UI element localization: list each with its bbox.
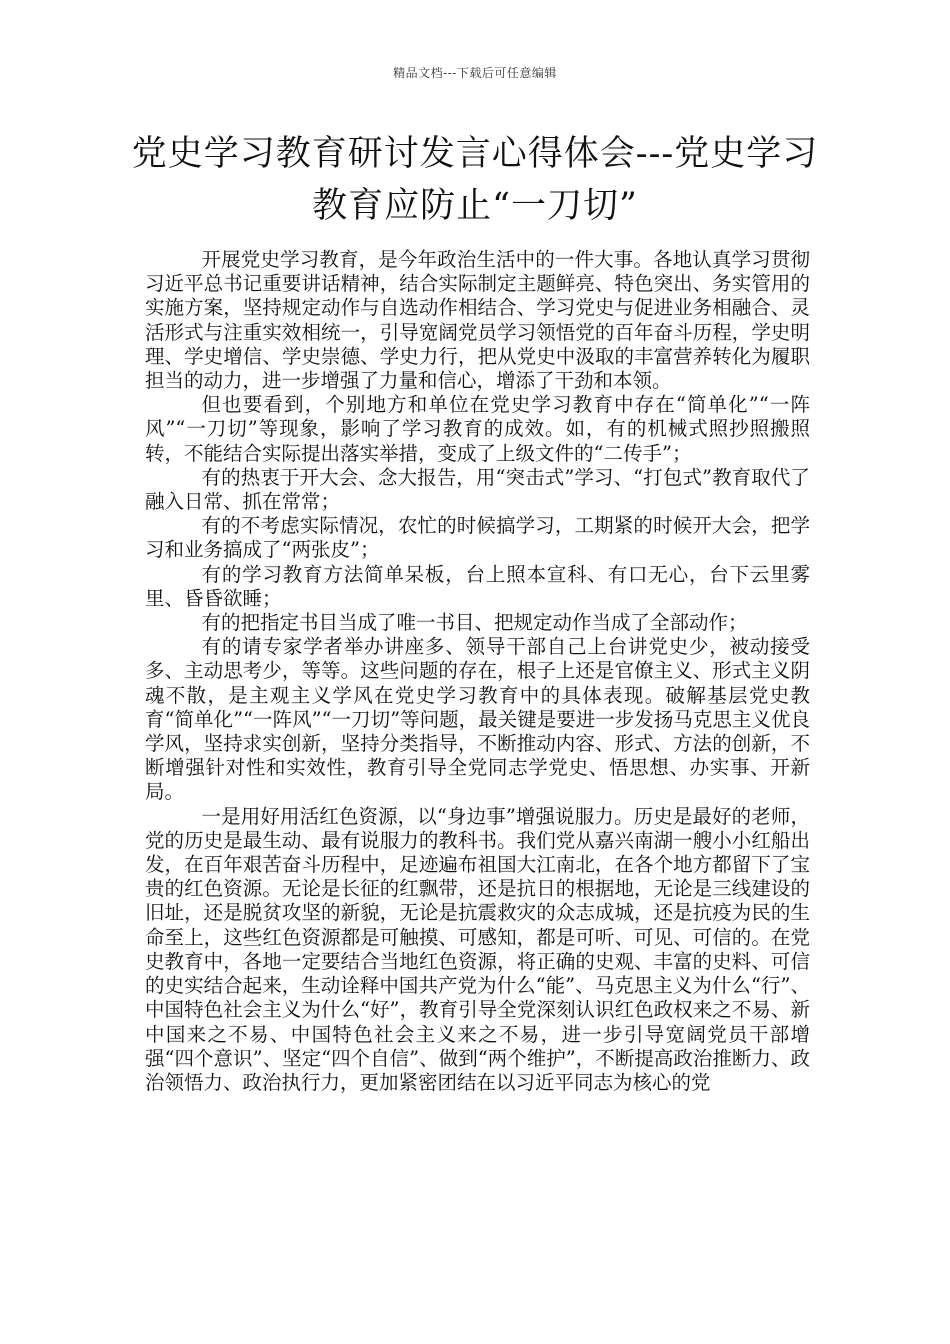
paragraph: 有的请专家学者举办讲座多、领导干部自己上台讲党史少，被动接受多、主动思考少，等等。这些问题的存在，根子上还是官僚主义、形式主义阴魂不散，是主观主义学风在党史学习教育中的具体表现。破解基层党史教育“简单化”“一阵风”“一刀切”等问题，最关键是要进一步发扬马克思主义优良学风，坚持求实创新，坚持分类指导，不断推动内容、形式、方法的创新，不断增强针对性和实效性，教育引导全党同志学党史、悟思想、办实事、开新局。 <box>145 635 810 804</box>
page-header-note: 精品文档---下载后可任意编辑 <box>393 66 557 80</box>
paragraph: 有的热衷于开大会、念大报告，用“突击式”学习、“打包式”教育取代了融入日常、抓在常常； <box>145 465 810 514</box>
paragraph: 有的不考虑实际情况，农忙的时候搞学习，工期紧的时候开大会，把学习和业务搞成了“两张皮”； <box>145 514 810 562</box>
paragraph: 但也要看到，个别地方和单位在党史学习教育中存在“简单化”“一阵风”“一刀切”等现象，影响了学习教育的成效。如，有的机械式照抄照搬照转，不能结合实际提出落实举措，变成了上级文件的“二传手”； <box>145 393 810 465</box>
paragraph: 有的学习教育方法简单呆板，台上照本宣科、有口无心，台下云里雾里、昏昏欲睡； <box>145 562 810 610</box>
document-body <box>145 248 810 1095</box>
document-title: 党史学习教育研讨发言心得体会---党史学习教育应防止“一刀切” <box>131 134 819 226</box>
paragraph: 开展党史学习教育，是今年政治生活中的一件大事。各地认真学习贯彻习近平总书记重要讲话精神，结合实际制定主题鲜亮、特色突出、务实管用的实施方案，坚持规定动作与自选动作相结合、学习党史与促进业务相融合、灵活形式与注重实效相统一，引导宽阔党员学习领悟党的百年奋斗历程，学史明理、学史增信、学史崇德、学史力行，把从党史中汲取的丰富营养转化为履职担当的动力，进一步增强了力量和信心，增添了干劲和本领。 <box>145 248 810 393</box>
paragraph: 有的把指定书目当成了唯一书目、把规定动作当成了全部动作； <box>201 611 748 635</box>
paragraph: 一是用好用活红色资源，以“身边事”增强说服力。历史是最好的老师，党的历史是最生动、最有说服力的教科书。我们党从嘉兴南湖一艘小小红船出发，在百年艰苦奋斗历程中，足迹遍布祖国大江南北，在各个地方都留下了宝贵的红色资源。无论是长征的红飘带，还是抗日的根据地，无论是三线建设的旧址，还是脱贫攻坚的新貌，无论是抗震救灾的众志成城，还是抗疫为民的生命至上，这些红色资源都是可触摸、可感知，都是可听、可见、可信的。在党史教育中，各地一定要结合当地红色资源，将正确的史观、丰富的史料、可信的史实结合起来，生动诠释中国共产党为什么“能”、马克思主义为什么“行”、中国特色社会主义为什么“好”，教育引导全党深刻认识红色政权来之不易、新中国来之不易、中国特色社会主义来之不易，进一步引导宽阔党员干部增强“四个意识”、坚定“四个自信”、做到“两个维护”，不断提高政治推断力、政治领悟力、政治执行力，更加紧密团结在以习近平同志为核心的党 <box>145 804 810 1094</box>
